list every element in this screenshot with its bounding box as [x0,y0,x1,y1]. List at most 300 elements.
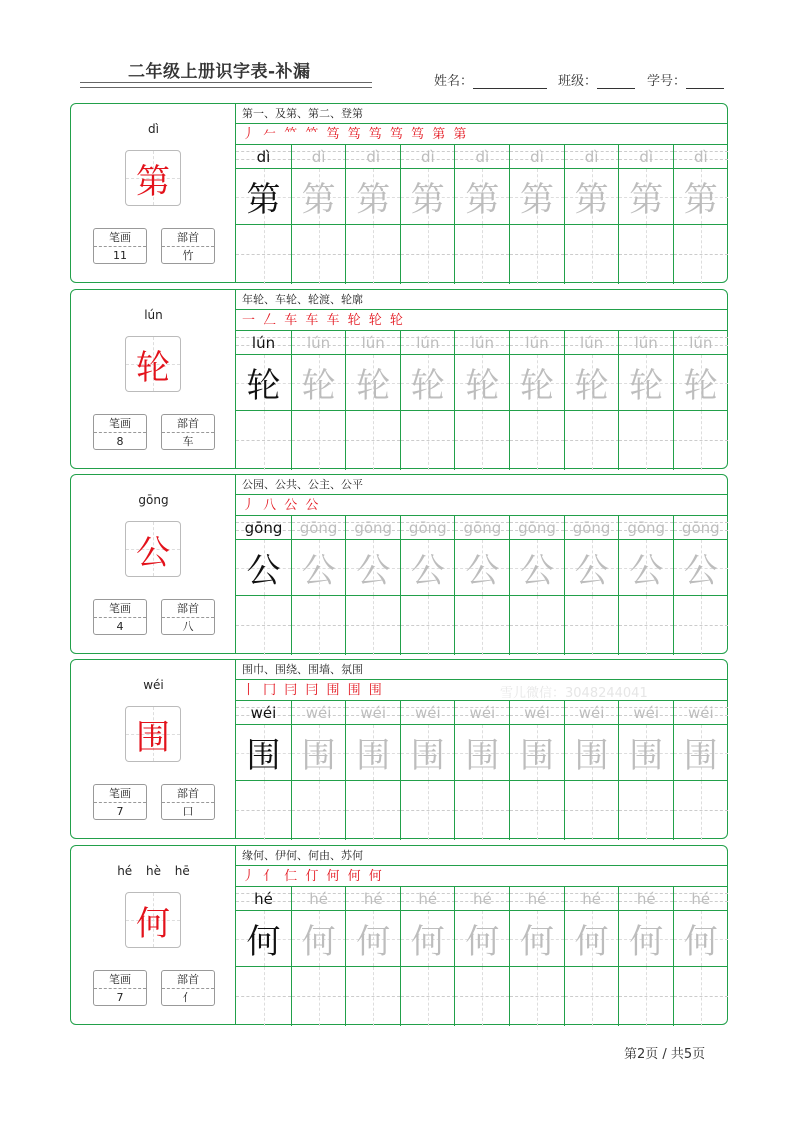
radical-label: 部首 [162,971,214,989]
guide-line [646,411,647,470]
guide-line [373,225,374,284]
practice-cell[interactable] [618,887,673,1026]
stroke-count-value: 7 [116,805,124,818]
trace-box[interactable] [455,725,509,781]
cell-pinyin: hé [254,890,273,908]
card-pinyin: dì [148,122,159,136]
trace-box[interactable] [236,725,291,781]
pinyin-row [510,516,564,540]
trace-box[interactable] [619,169,673,225]
trace-box[interactable] [510,355,564,411]
guide-line [319,781,320,840]
guide-line [646,596,647,655]
stroke-order: 一 𠃋 车 车 车 轮 轮 轮 [236,310,728,331]
practice-cell[interactable] [673,331,728,470]
guide-line [646,967,647,1026]
trace-box[interactable] [401,540,455,596]
guide-line [373,967,374,1026]
pinyin-row [565,887,619,911]
class-label: 班级： [558,74,598,89]
trace-character: 围 [629,736,664,776]
writing-box[interactable] [401,411,455,470]
writing-box[interactable] [236,411,291,470]
stroke-count-label: 笔画 [94,415,146,433]
pinyin-row [401,331,455,355]
writing-box[interactable] [401,225,455,284]
character-card [70,845,728,1025]
trace-box[interactable] [401,725,455,781]
practice-cell[interactable] [400,887,455,1026]
radical-label: 部首 [162,229,214,247]
cell-pinyin: gōng [518,519,556,537]
writing-box[interactable] [292,781,346,840]
guide-line [264,411,265,470]
card-pinyin: gōng [138,493,169,507]
number-blank[interactable] [686,74,724,89]
trace-character: 轮 [301,366,336,406]
practice-cell[interactable] [564,887,619,1026]
practice-panel [236,846,728,1024]
practice-cell[interactable] [509,701,564,840]
practice-cell[interactable] [673,516,728,655]
cell-pinyin: dì [584,148,599,166]
trace-character: 公 [246,551,281,591]
cell-pinyin: lún [525,334,549,352]
pinyin-row [619,887,673,911]
cell-pinyin: dì [639,148,654,166]
writing-box[interactable] [292,411,346,470]
guide-line [592,411,593,470]
practice-cell[interactable] [236,331,291,470]
pinyin-row [346,701,400,725]
guide-line [373,781,374,840]
pinyin-row [674,145,728,169]
writing-box[interactable] [346,596,400,655]
practice-cell[interactable] [291,887,346,1026]
trace-box[interactable] [236,911,291,967]
radical-label: 部首 [162,785,214,803]
practice-cell[interactable] [400,516,455,655]
radical-value: 八 [182,620,194,633]
cell-pinyin: wéi [250,704,277,722]
guide-line [373,411,374,470]
practice-cell[interactable] [345,701,400,840]
guide-line [701,967,702,1026]
radical-box [161,228,215,264]
trace-box[interactable] [565,540,619,596]
pinyin-row [292,887,346,911]
writing-box[interactable] [292,967,346,1026]
card-pinyin: wéi [143,678,164,692]
trace-box[interactable] [292,355,346,411]
pinyin-row [619,145,673,169]
trace-box[interactable] [292,169,346,225]
trace-box[interactable] [455,540,509,596]
writing-box[interactable] [510,225,564,284]
trace-box[interactable] [346,355,400,411]
guide-line [482,596,483,655]
pinyin-row [236,145,291,169]
guide-line [319,967,320,1026]
cell-pinyin: hé [418,890,438,908]
trace-character: 公 [683,551,718,591]
trace-box[interactable] [292,540,346,596]
practice-cell[interactable] [291,516,346,655]
trace-character: 何 [629,922,664,962]
cell-pinyin: dì [256,148,271,166]
practice-cell[interactable] [618,145,673,284]
writing-box[interactable] [236,781,291,840]
writing-box[interactable] [455,596,509,655]
cell-pinyin: wéi [469,704,496,722]
cell-pinyin: gōng [354,519,393,537]
guide-line [592,781,593,840]
pinyin-row [292,516,346,540]
guide-line [646,781,647,840]
writing-box[interactable] [455,967,509,1026]
trace-character: 公 [629,551,664,591]
card-info-panel [71,660,236,838]
practice-cell[interactable] [509,887,564,1026]
pinyin-row [565,145,619,169]
cell-pinyin: hé [636,890,656,908]
trace-character: 何 [683,922,718,962]
character-card [70,474,728,654]
practice-grid [236,331,728,470]
trace-box[interactable] [510,911,564,967]
radical-value: 车 [182,435,194,448]
practice-grid [236,887,728,1026]
practice-panel [236,104,728,282]
stroke-count-box [93,970,147,1006]
trace-character: 轮 [246,366,281,406]
writing-box[interactable] [674,596,728,655]
writing-box[interactable] [510,411,564,470]
writing-box[interactable] [565,967,619,1026]
practice-cell[interactable] [618,516,673,655]
radical-label: 部首 [162,600,214,618]
stroke-count-label: 笔画 [94,600,146,618]
cell-pinyin: hé [309,890,328,908]
trace-box[interactable] [510,540,564,596]
pinyin-row [674,516,728,540]
writing-box[interactable] [565,596,619,655]
practice-cell[interactable] [345,331,400,470]
pinyin-row [510,701,564,725]
guide-line [319,596,320,655]
class-blank[interactable] [597,74,635,89]
writing-box[interactable] [236,225,291,284]
class-field[interactable] [558,70,635,89]
writing-box[interactable] [619,225,673,284]
writing-box[interactable] [346,781,400,840]
practice-cell[interactable] [454,701,509,840]
number-field[interactable] [647,70,724,89]
cell-pinyin: wéi [414,704,441,722]
stroke-count-label: 笔画 [94,785,146,803]
writing-box[interactable] [401,781,455,840]
card-character: 第 [136,161,170,202]
trace-box[interactable] [236,540,291,596]
practice-cell[interactable] [236,145,291,284]
trace-box[interactable] [346,169,400,225]
trace-box[interactable] [674,725,728,781]
pinyin-row [346,331,400,355]
writing-box[interactable] [346,967,400,1026]
pinyin-row [346,516,400,540]
writing-box[interactable] [674,781,728,840]
stroke-count-value: 11 [113,249,127,262]
trace-box[interactable] [565,911,619,967]
practice-cell[interactable] [509,145,564,284]
radical-box [161,414,215,450]
practice-cell[interactable] [564,701,619,840]
trace-box[interactable] [346,725,400,781]
name-field[interactable] [434,70,547,89]
trace-character: 轮 [465,366,500,406]
trace-character: 轮 [574,366,609,406]
trace-character: 第 [410,180,445,220]
writing-box[interactable] [565,225,619,284]
trace-character: 何 [520,922,554,962]
trace-box[interactable] [674,911,728,967]
pinyin-row [510,887,564,911]
guide-line [428,596,429,655]
trace-box[interactable] [510,169,564,225]
card-character: 何 [136,903,170,944]
stroke-order: 丿 𠂉 𥫗 𥫗 笃 笃 笃 笃 笃 第 第 [236,124,728,145]
writing-box[interactable] [674,411,728,470]
trace-character: 围 [410,736,445,776]
trace-character: 公 [465,551,500,591]
trace-character: 轮 [683,366,718,406]
writing-box[interactable] [455,781,509,840]
pinyin-row [455,887,509,911]
cell-pinyin: dì [420,148,435,166]
trace-box[interactable] [455,911,509,967]
practice-cell[interactable] [673,701,728,840]
radical-box [161,599,215,635]
trace-box[interactable] [401,911,455,967]
writing-box[interactable] [619,967,673,1026]
writing-box[interactable] [401,596,455,655]
practice-cell[interactable] [345,516,400,655]
practice-cell[interactable] [236,887,291,1026]
trace-character: 围 [520,736,554,776]
practice-cell[interactable] [236,516,291,655]
practice-cell[interactable] [673,887,728,1026]
guide-line [264,781,265,840]
practice-cell[interactable] [345,887,400,1026]
stroke-count-box [93,599,147,635]
practice-panel [236,290,728,468]
guide-line [537,781,538,840]
trace-character: 第 [356,180,391,220]
character-box [125,706,181,762]
writing-box[interactable] [292,225,346,284]
trace-box[interactable] [674,540,728,596]
pinyin-row [565,516,619,540]
trace-box[interactable] [236,355,291,411]
guide-line [537,967,538,1026]
practice-cell[interactable] [291,331,346,470]
trace-box[interactable] [619,911,673,967]
practice-cell[interactable] [400,331,455,470]
guide-line [537,225,538,284]
pinyin-row [510,145,564,169]
trace-box[interactable] [619,355,673,411]
cell-pinyin: lún [361,334,385,352]
cell-pinyin: dì [475,148,490,166]
writing-box[interactable] [236,596,291,655]
worksheet-title: 二年级上册识字表-补漏 [128,62,311,82]
trace-character: 围 [301,736,336,776]
guide-line [264,225,265,284]
writing-box[interactable] [674,225,728,284]
cell-pinyin: dì [311,148,326,166]
cell-pinyin: gōng [627,519,666,537]
guide-line [701,781,702,840]
character-box [125,892,181,948]
pinyin-row [401,145,455,169]
page-footer: 第2页 / 共5页 [624,1047,706,1062]
writing-box[interactable] [346,411,400,470]
writing-box[interactable] [292,596,346,655]
guide-line [264,596,265,655]
pinyin-row [510,331,564,355]
practice-cell[interactable] [564,145,619,284]
writing-box[interactable] [619,411,673,470]
practice-cell[interactable] [564,516,619,655]
trace-character: 公 [410,551,445,591]
character-box [125,150,181,206]
practice-cell[interactable] [236,701,291,840]
writing-box[interactable] [236,967,291,1026]
writing-box[interactable] [619,596,673,655]
trace-box[interactable] [292,911,346,967]
card-pinyin: hé hè hē [117,864,190,878]
cell-pinyin: dì [530,148,544,166]
writing-box[interactable] [510,596,564,655]
character-box [125,336,181,392]
trace-box[interactable] [619,540,673,596]
guide-line [537,596,538,655]
practice-cell[interactable] [509,331,564,470]
radical-value: 亻 [182,991,194,1004]
radical-label: 部首 [162,415,214,433]
stroke-count-box [93,414,147,450]
writing-box[interactable] [510,781,564,840]
practice-grid [236,701,728,840]
cell-pinyin: lún [580,334,604,352]
practice-cell[interactable] [618,331,673,470]
trace-character: 轮 [629,366,664,406]
trace-character: 围 [465,736,500,776]
trace-box[interactable] [565,169,619,225]
guide-line [592,225,593,284]
cell-pinyin: wéi [687,704,714,722]
practice-cell[interactable] [509,516,564,655]
practice-cell[interactable] [400,701,455,840]
trace-box[interactable] [292,725,346,781]
trace-box[interactable] [565,725,619,781]
cell-pinyin: wéi [578,704,605,722]
writing-box[interactable] [401,967,455,1026]
trace-character: 轮 [356,366,391,406]
trace-box[interactable] [236,169,291,225]
pinyin-row [619,701,673,725]
writing-box[interactable] [619,781,673,840]
cell-pinyin: hé [363,890,383,908]
practice-cell[interactable] [673,145,728,284]
guide-line [701,596,702,655]
pinyin-row [565,701,619,725]
trace-box[interactable] [401,169,455,225]
trace-box[interactable] [510,725,564,781]
trace-box[interactable] [619,725,673,781]
guide-line [537,411,538,470]
cell-pinyin: lún [634,334,658,352]
writing-box[interactable] [455,411,509,470]
guide-line [701,411,702,470]
practice-cell[interactable] [291,701,346,840]
writing-box[interactable] [565,411,619,470]
practice-cell[interactable] [400,145,455,284]
card-info-panel [71,475,236,653]
cell-pinyin: gōng [299,519,338,537]
pinyin-row [401,887,455,911]
name-blank[interactable] [473,74,547,89]
card-character: 围 [136,717,170,758]
writing-box[interactable] [455,225,509,284]
card-info-panel [71,290,236,468]
pinyin-row [455,516,509,540]
writing-box[interactable] [674,967,728,1026]
trace-box[interactable] [346,540,400,596]
practice-panel [236,660,728,838]
pinyin-row [346,887,400,911]
card-info-panel [71,104,236,282]
practice-cell[interactable] [345,145,400,284]
cell-pinyin: lún [251,334,276,352]
card-info-panel [71,846,236,1024]
practice-cell[interactable] [454,887,509,1026]
trace-box[interactable] [401,355,455,411]
writing-box[interactable] [346,225,400,284]
trace-character: 何 [356,922,391,962]
practice-cell[interactable] [564,331,619,470]
practice-cell[interactable] [454,331,509,470]
guide-line [319,225,320,284]
trace-box[interactable] [565,355,619,411]
writing-box[interactable] [565,781,619,840]
practice-cell[interactable] [454,145,509,284]
trace-box[interactable] [455,169,509,225]
stroke-count-box [93,228,147,264]
stroke-count-label: 笔画 [94,229,146,247]
practice-cell[interactable] [454,516,509,655]
trace-box[interactable] [674,355,728,411]
practice-cell[interactable] [291,145,346,284]
writing-box[interactable] [510,967,564,1026]
trace-character: 围 [246,736,281,776]
trace-box[interactable] [455,355,509,411]
stroke-count-label: 笔画 [94,971,146,989]
practice-cell[interactable] [618,701,673,840]
trace-character: 公 [574,551,609,591]
trace-box[interactable] [674,169,728,225]
trace-box[interactable] [346,911,400,967]
